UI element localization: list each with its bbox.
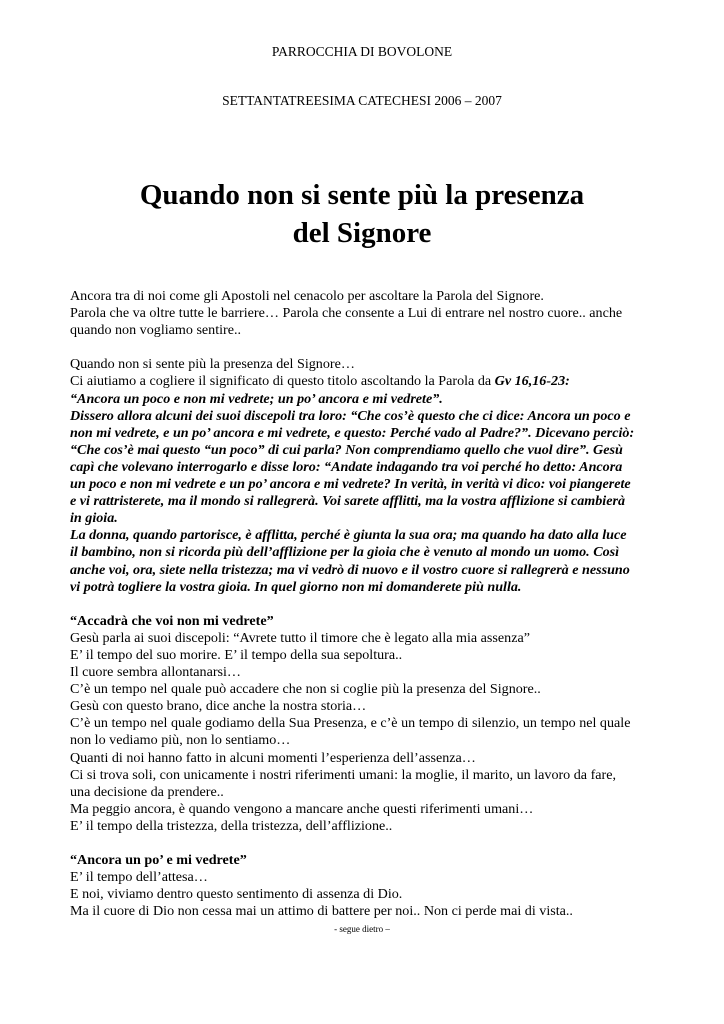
gospel-line: un poco e non mi vedrete e un po’ ancora e mi vedrete? In verità, in verità vi dico: voi piangerete: [70, 476, 631, 493]
text-line: quando non vogliamo sentire..: [70, 322, 242, 339]
gospel-line: Dissero allora alcuni dei suoi discepoli tra loro: “Che cos’è questo che ci dice: Ancora un poco e: [70, 407, 631, 424]
text-line: Quando non si sente più la presenza del Signore…: [70, 356, 355, 373]
text-line: Ci si trova soli, con unicamente i nostri riferimenti umani: la moglie, il marito, un lavoro da fare,: [70, 766, 616, 783]
title-line: Quando non si sente più la presenza: [139, 179, 585, 211]
text-line: E’ il tempo dell’attesa…: [70, 869, 208, 886]
gospel-line: in gioia.: [70, 510, 118, 527]
section-waiting: [70, 852, 660, 920]
continue-note: - segue dietro –: [334, 924, 390, 934]
gospel-passage: [70, 391, 660, 596]
section-heading: “Accadrà che voi non mi vedrete”: [70, 612, 274, 629]
section-presence: [70, 356, 660, 390]
text-line: Ancora tra di noi come gli Apostoli nel cenacolo per ascoltare la Parola del Signore.: [70, 288, 544, 304]
text-line: Gesù con questo brano, dice anche la nostra storia…: [70, 698, 367, 715]
gospel-line: “Ancora un poco e non mi vedrete; un po’ ancora e mi vedrete”.: [70, 390, 443, 407]
gospel-line: “Che cos’è mai questo “un poco” di cui parla? Non comprendiamo quello che vuol dire”. Gesù: [70, 441, 623, 458]
document-body: [70, 288, 660, 920]
text-line: E’ il tempo della tristezza, della tristezza, dell’afflizione..: [70, 817, 393, 834]
text-segment: Ci aiutiamo a cogliere il significato di questo titolo ascoltando la Parola da: [70, 373, 495, 390]
text-line: C’è un tempo nel quale può accadere che non si coglie più la presenza del Signore..: [70, 681, 541, 698]
text-line: Quanti di noi hanno fatto in alcuni momenti l’esperienza dell’assenza…: [70, 749, 476, 766]
gospel-line: anche voi, ora, siete nella tristezza; ma vi vedrò di nuovo e il vostro cuore si rallegrerà e nessuno: [70, 561, 630, 578]
gospel-line: il bambino, non si ricorda più dell’afflizione per la gioia che è venuto al mondo un uomo. Così: [70, 544, 620, 561]
gospel-line: non mi vedrete, e un po’ ancora e mi vedrete, e questo: Perché vado al Padre?”. Dicevano perciò:: [70, 424, 635, 441]
gospel-line: e vi rattristerete, ma il mondo si rallegrerà. Voi sarete afflitti, ma la vostra afflizione si cambierà: [70, 493, 625, 510]
text-line: una decisione da prendere..: [70, 783, 224, 800]
text-line: Gesù parla ai suoi discepoli: “Avrete tutto il timore che è legato alla mia assenza”: [70, 629, 530, 646]
text-line: Parola che va oltre tutte le barriere… Parola che consente a Lui di entrare nel nostro cuore.. anche: [70, 305, 623, 322]
text-line: Il cuore sembra allontanarsi…: [70, 664, 242, 681]
intro-paragraph: [70, 288, 660, 339]
gospel-line: La donna, quando partorisce, è afflitta, perché è giunta la sua ora; ma quando ha dato alla luce: [70, 527, 627, 544]
scripture-reference: Gv 16,16-23:: [494, 373, 570, 390]
text-line: C’è un tempo nel quale godiamo della Sua Presenza, e c’è un tempo di silenzio, un tempo nel quale: [70, 715, 631, 732]
parish-header: PARROCCHIA DI BOVOLONE: [271, 44, 453, 59]
title-line: del Signore: [292, 217, 432, 249]
gospel-line: vi potrà togliere la vostra gioia. In quel giorno non mi domanderete più nulla.: [70, 578, 522, 595]
text-line: Ma peggio ancora, è quando vengono a mancare anche questi riferimenti umani…: [70, 800, 534, 817]
text-line: [70, 373, 660, 390]
catechesis-header: SETTANTATREESIMA CATECHESI 2006 – 2007: [222, 93, 502, 108]
text-line: E’ il tempo del suo morire. E’ il tempo della sua sepoltura..: [70, 646, 403, 663]
text-line: non lo vediamo più, non lo sentiamo…: [70, 732, 291, 749]
text-line: Ma il cuore di Dio non cessa mai un attimo di battere per noi.. Non ci perde mai di vista..: [70, 903, 573, 920]
section-heading: “Ancora un po’ e mi vedrete”: [70, 852, 247, 869]
page-title: [0, 176, 724, 252]
gospel-line: capì che volevano interrogarlo e disse loro: “Andate indagando tra voi perché ho detto: Ancora: [70, 458, 623, 475]
text-line: E noi, viviamo dentro questo sentimento di assenza di Dio.: [70, 886, 403, 903]
section-absence: [70, 613, 660, 835]
